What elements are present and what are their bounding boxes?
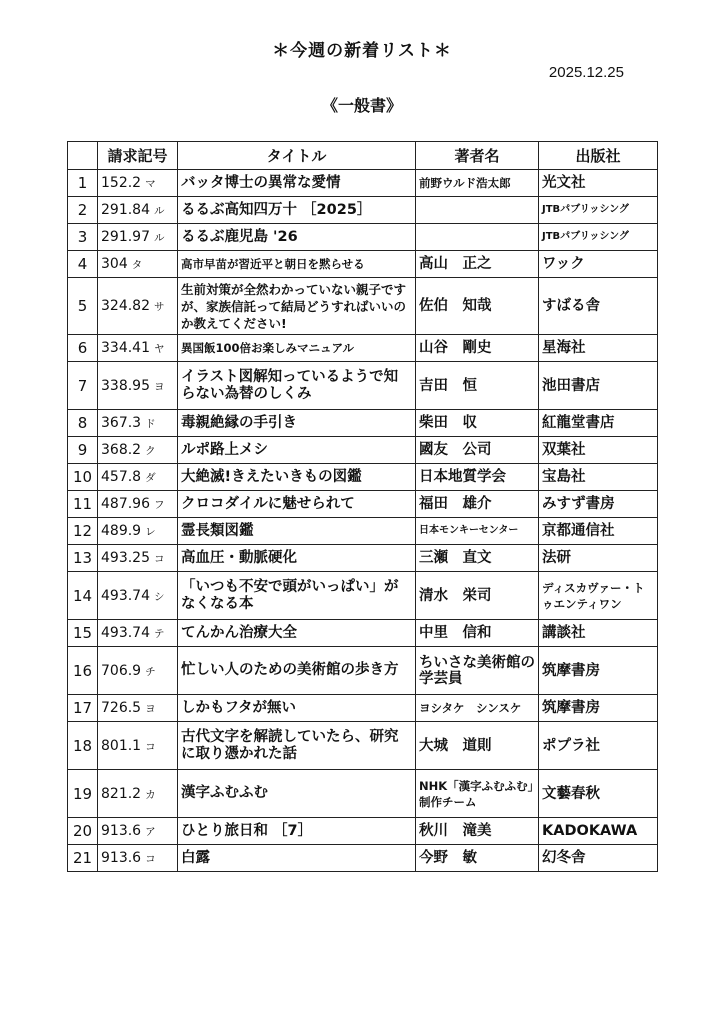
book-title: 高血圧・動脈硬化 <box>178 545 416 572</box>
book-title: クロコダイルに魅せられて <box>178 491 416 518</box>
call-number: 338.95 <box>101 377 150 394</box>
author-mark: ヨ <box>154 380 165 393</box>
book-title: 漢字ふむふむ <box>178 770 416 818</box>
row-number: 20 <box>68 818 98 845</box>
row-number: 2 <box>68 197 98 224</box>
book-publisher: 筑摩書房 <box>539 695 658 722</box>
table-row <box>68 620 658 647</box>
new-books-table <box>67 141 658 872</box>
call-number: 726.5 <box>101 700 142 716</box>
table-row <box>68 335 658 362</box>
book-author <box>416 197 539 224</box>
table-row <box>68 224 658 251</box>
row-number: 12 <box>68 518 98 545</box>
call-number: 706.9 <box>101 662 142 679</box>
book-author: ちいさな美術館の学芸員 <box>416 647 539 695</box>
book-title: 大絶滅!きえたいきもの図鑑 <box>178 464 416 491</box>
book-publisher: 紅龍堂書店 <box>539 410 658 437</box>
call-number: 334.41 <box>101 340 150 356</box>
table-row <box>68 845 658 872</box>
book-title: 「いつも不安で頭がいっぱい」がなくなる本 <box>178 572 416 620</box>
book-author: 佐伯 知哉 <box>416 278 539 335</box>
row-number: 11 <box>68 491 98 518</box>
book-publisher: 池田書店 <box>539 362 658 410</box>
book-publisher: ワック <box>539 251 658 278</box>
row-number: 4 <box>68 251 98 278</box>
call-number-cell <box>98 251 178 278</box>
row-number: 6 <box>68 335 98 362</box>
table-row <box>68 770 658 818</box>
table-row <box>68 545 658 572</box>
book-author: 前野ウルド浩太郎 <box>416 170 539 197</box>
book-publisher: KADOKAWA <box>539 818 658 845</box>
call-number: 821.2 <box>101 785 142 802</box>
table-row <box>68 491 658 518</box>
call-number-cell <box>98 572 178 620</box>
book-publisher: 筑摩書房 <box>539 647 658 695</box>
row-number: 16 <box>68 647 98 695</box>
table-row <box>68 695 658 722</box>
row-number: 8 <box>68 410 98 437</box>
author-mark: ヨ <box>145 703 156 715</box>
row-number: 19 <box>68 770 98 818</box>
call-number: 291.97 <box>101 229 150 245</box>
author-mark: タ <box>131 259 143 271</box>
row-number: 5 <box>68 278 98 335</box>
call-number-cell <box>98 335 178 362</box>
row-number: 15 <box>68 620 98 647</box>
book-author: 福田 雄介 <box>416 491 539 518</box>
call-number: 913.6 <box>101 823 142 839</box>
book-publisher: JTBパブリッシング <box>539 197 658 224</box>
page-title: ＊今週の新着リスト＊ <box>272 41 452 61</box>
call-number: 493.74 <box>101 587 150 604</box>
call-number: 304 <box>101 256 128 272</box>
call-number-cell <box>98 545 178 572</box>
book-author: NHK「漢字ふむふむ」制作チーム <box>416 770 539 818</box>
call-number-cell <box>98 224 178 251</box>
call-number-cell <box>98 410 178 437</box>
call-number: 368.2 <box>101 442 142 458</box>
table-row <box>68 464 658 491</box>
call-number: 913.6 <box>101 850 142 866</box>
table-row <box>68 410 658 437</box>
header-publisher: 出版社 <box>539 142 658 170</box>
row-number: 7 <box>68 362 98 410</box>
author-mark: フ <box>154 499 165 511</box>
book-author: 山谷 剛史 <box>416 335 539 362</box>
book-title: 古代文字を解読していたら、研究に取り憑かれた話 <box>178 722 416 770</box>
header-title: タイトル <box>178 142 416 170</box>
call-number: 324.82 <box>101 298 150 314</box>
author-mark: コ <box>154 553 165 565</box>
table-row <box>68 437 658 464</box>
table-row <box>68 722 658 770</box>
author-mark: レ <box>145 526 156 538</box>
row-number: 9 <box>68 437 98 464</box>
call-number-cell <box>98 170 178 197</box>
table-header-row <box>68 142 658 170</box>
row-number: 14 <box>68 572 98 620</box>
book-author: 大城 道則 <box>416 722 539 770</box>
row-number: 17 <box>68 695 98 722</box>
book-title: 忙しい人のための美術館の歩き方 <box>178 647 416 695</box>
book-author: 柴田 収 <box>416 410 539 437</box>
call-number-cell <box>98 620 178 647</box>
book-author: ヨシタケ シンスケ <box>416 695 539 722</box>
call-number: 367.3 <box>101 415 142 431</box>
book-publisher: ディスカヴァー・トゥエンティワン <box>539 572 658 620</box>
author-mark: テ <box>154 628 165 640</box>
book-publisher: 講談社 <box>539 620 658 647</box>
book-title: 霊長類図鑑 <box>178 518 416 545</box>
author-mark: チ <box>145 665 156 678</box>
book-title: るるぶ鹿児島 '26 <box>178 224 416 251</box>
author-mark: シ <box>154 590 165 603</box>
book-author: 今野 敏 <box>416 845 539 872</box>
book-author: 三瀬 直文 <box>416 545 539 572</box>
table-row <box>68 278 658 335</box>
call-number-cell <box>98 518 178 545</box>
book-publisher: 宝島社 <box>539 464 658 491</box>
row-number: 3 <box>68 224 98 251</box>
call-number: 457.8 <box>101 469 142 485</box>
header-number <box>68 142 98 170</box>
author-mark: サ <box>154 301 165 313</box>
row-number: 10 <box>68 464 98 491</box>
book-title: ルポ路上メシ <box>178 437 416 464</box>
book-author: 中里 信和 <box>416 620 539 647</box>
row-number: 21 <box>68 845 98 872</box>
call-number: 487.96 <box>101 496 150 512</box>
table-row <box>68 818 658 845</box>
book-author: 高山 正之 <box>416 251 539 278</box>
book-title: バッタ博士の異常な愛情 <box>178 170 416 197</box>
author-mark: ダ <box>145 472 156 484</box>
page-date: 2025.12.25 <box>548 64 624 81</box>
call-number-cell <box>98 464 178 491</box>
call-number-cell <box>98 278 178 335</box>
table-row <box>68 572 658 620</box>
book-publisher: 京都通信社 <box>539 518 658 545</box>
book-publisher: 文藝春秋 <box>539 770 658 818</box>
author-mark: ド <box>145 418 156 430</box>
book-author: 國友 公司 <box>416 437 539 464</box>
call-number: 493.25 <box>101 550 150 566</box>
book-publisher: 光文社 <box>539 170 658 197</box>
call-number-cell <box>98 695 178 722</box>
author-mark: カ <box>145 788 156 801</box>
call-number: 801.1 <box>101 737 142 754</box>
book-author: 日本地質学会 <box>416 464 539 491</box>
book-title: イラスト図解知っているようで知らない為替のしくみ <box>178 362 416 410</box>
book-title: ひとり旅日和 ［7］ <box>178 818 416 845</box>
table-row <box>68 251 658 278</box>
book-author: 吉田 恒 <box>416 362 539 410</box>
book-publisher: ポプラ社 <box>539 722 658 770</box>
book-publisher: 幻冬舎 <box>539 845 658 872</box>
book-title: るるぶ高知四万十 ［2025］ <box>178 197 416 224</box>
table-row <box>68 518 658 545</box>
section-title: 《一般書》 <box>321 96 402 115</box>
book-author <box>416 224 539 251</box>
book-publisher: 星海社 <box>539 335 658 362</box>
book-title: 毒親絶縁の手引き <box>178 410 416 437</box>
call-number-cell <box>98 197 178 224</box>
author-mark: ル <box>154 232 165 244</box>
row-number: 13 <box>68 545 98 572</box>
book-title: しかもフタが無い <box>178 695 416 722</box>
book-author: 日本モンキーセンター <box>416 518 539 545</box>
call-number-cell <box>98 362 178 410</box>
book-author: 清水 栄司 <box>416 572 539 620</box>
call-number: 152.2 <box>101 175 142 191</box>
call-number: 489.9 <box>101 523 142 539</box>
author-mark: コ <box>145 740 156 753</box>
call-number-cell <box>98 722 178 770</box>
book-publisher: 法研 <box>539 545 658 572</box>
author-mark: ク <box>145 445 156 457</box>
author-mark: ヤ <box>154 343 165 355</box>
call-number-cell <box>98 647 178 695</box>
book-title: 生前対策が全然わかっていない親子ですが、家族信託って結局どうすればいいのか教えてください! <box>178 278 416 335</box>
author-mark: ア <box>145 826 156 838</box>
row-number: 1 <box>68 170 98 197</box>
table-row <box>68 647 658 695</box>
call-number-cell <box>98 845 178 872</box>
book-publisher: すばる舎 <box>539 278 658 335</box>
author-mark: ル <box>154 205 165 217</box>
call-number-cell <box>98 491 178 518</box>
book-title: 高市早苗が習近平と朝日を黙らせる <box>178 251 416 278</box>
call-number-cell <box>98 770 178 818</box>
table-row <box>68 362 658 410</box>
call-number: 493.74 <box>101 625 150 641</box>
book-title: てんかん治療大全 <box>178 620 416 647</box>
author-mark: コ <box>145 853 156 865</box>
table-row <box>68 197 658 224</box>
call-number: 291.84 <box>101 202 150 218</box>
header-call-number: 請求記号 <box>98 142 178 170</box>
book-publisher: みすず書房 <box>539 491 658 518</box>
book-title: 白露 <box>178 845 416 872</box>
book-author: 秋川 滝美 <box>416 818 539 845</box>
table-row <box>68 170 658 197</box>
book-publisher: 双葉社 <box>539 437 658 464</box>
row-number: 18 <box>68 722 98 770</box>
author-mark: マ <box>145 178 156 190</box>
book-publisher: JTBパブリッシング <box>539 224 658 251</box>
header-author: 著者名 <box>416 142 539 170</box>
book-title: 異国飯100倍お楽しみマニュアル <box>178 335 416 362</box>
call-number-cell <box>98 818 178 845</box>
call-number-cell <box>98 437 178 464</box>
